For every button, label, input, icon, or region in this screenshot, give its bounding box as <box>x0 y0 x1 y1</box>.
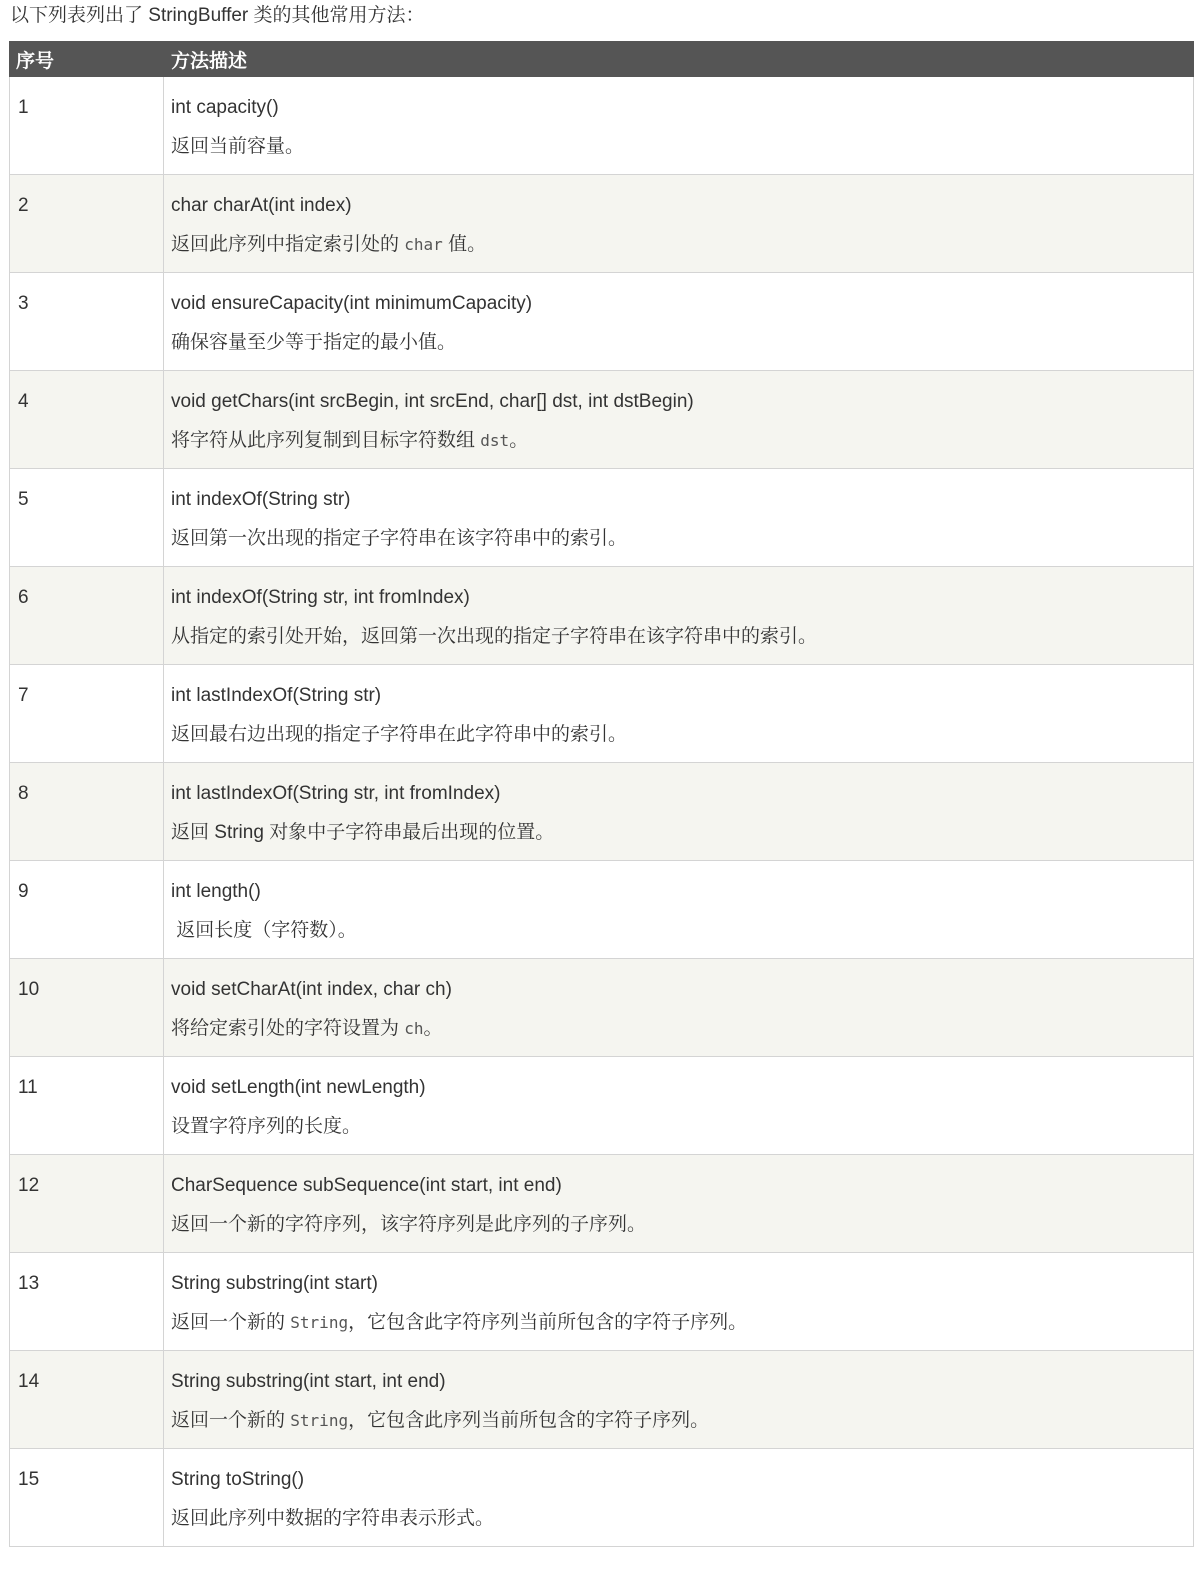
method-description <box>171 1506 1193 1532</box>
row-description <box>164 567 1194 665</box>
row-description <box>164 175 1194 273</box>
row-number: 6 <box>10 567 164 665</box>
method-description <box>171 1310 1193 1336</box>
method-description-text: 确保容量至少等于指定的最小值。 <box>171 332 457 353</box>
method-description <box>171 722 1193 748</box>
method-description-text: 返回一个新的 <box>171 1410 291 1431</box>
method-description <box>171 1212 1193 1238</box>
method-description <box>171 624 1193 650</box>
table-header <box>10 42 1194 77</box>
table-row <box>10 469 1194 567</box>
methods-table <box>9 41 1194 1547</box>
table-row <box>10 1449 1194 1547</box>
header-description: 方法描述 <box>164 42 1194 77</box>
row-description <box>164 371 1194 469</box>
method-signature: String toString() <box>171 1469 305 1490</box>
row-description <box>164 763 1194 861</box>
row-description <box>164 1057 1194 1155</box>
method-description-text: 返回一个新的字符序列，该字符序列是此序列的子序列。 <box>171 1214 647 1235</box>
row-number: 11 <box>10 1057 164 1155</box>
method-description-suffix: 值。 <box>442 234 487 255</box>
row-number: 9 <box>10 861 164 959</box>
method-signature: int capacity() <box>171 97 279 118</box>
table-row <box>10 763 1194 861</box>
method-description <box>171 1408 1193 1434</box>
row-number: 15 <box>10 1449 164 1547</box>
inline-code: String <box>290 1411 349 1430</box>
method-signature: int lastIndexOf(String str) <box>171 685 382 706</box>
method-description <box>171 526 1193 552</box>
method-description-suffix: 。 <box>509 430 529 451</box>
intro-text: 以下列表列出了 StringBuffer 类的其他常用方法： <box>10 5 425 26</box>
method-signature: int lastIndexOf(String str, int fromIndex) <box>171 783 501 804</box>
header-number: 序号 <box>10 42 164 77</box>
table-row <box>10 1253 1194 1351</box>
method-description <box>171 232 1193 258</box>
inline-code: char <box>404 235 443 254</box>
method-signature: int indexOf(String str, int fromIndex) <box>171 587 470 608</box>
method-signature: void getChars(int srcBegin, int srcEnd, char[] dst, int dstBegin) <box>171 391 694 412</box>
row-description <box>164 1351 1194 1449</box>
method-description-text: 返回长度（字符数）。 <box>171 920 357 941</box>
method-description <box>171 918 1193 944</box>
method-description-text: 返回最右边出现的指定子字符串在此字符串中的索引。 <box>171 724 628 745</box>
method-description-suffix: ，它包含此字符序列当前所包含的字符子序列。 <box>348 1312 748 1333</box>
row-number: 7 <box>10 665 164 763</box>
table-row <box>10 861 1194 959</box>
method-description-text: 返回此序列中指定索引处的 <box>171 234 405 255</box>
row-description <box>164 1155 1194 1253</box>
row-description <box>164 861 1194 959</box>
method-signature: void setLength(int newLength) <box>171 1077 426 1098</box>
row-description <box>164 1449 1194 1547</box>
row-description <box>164 77 1194 175</box>
method-description-text: 将给定索引处的字符设置为 <box>171 1018 405 1039</box>
method-signature: char charAt(int index) <box>171 195 352 216</box>
row-number: 5 <box>10 469 164 567</box>
method-description <box>171 330 1193 356</box>
table-row <box>10 77 1194 175</box>
row-number: 12 <box>10 1155 164 1253</box>
table-row <box>10 371 1194 469</box>
method-signature: String substring(int start, int end) <box>171 1371 446 1392</box>
row-description <box>164 959 1194 1057</box>
table-header-row <box>10 42 1194 77</box>
row-number: 1 <box>10 77 164 175</box>
method-description-text: 将字符从此序列复制到目标字符数组 <box>171 430 481 451</box>
method-description-text: 设置字符序列的长度。 <box>171 1116 362 1137</box>
method-description-text: 返回一个新的 <box>171 1312 291 1333</box>
table-row <box>10 1155 1194 1253</box>
table-row <box>10 567 1194 665</box>
method-signature: void setCharAt(int index, char ch) <box>171 979 452 1000</box>
method-signature: CharSequence subSequence(int start, int end) <box>171 1175 562 1196</box>
table-body <box>10 77 1194 1547</box>
row-number: 4 <box>10 371 164 469</box>
method-description-text: 返回当前容量。 <box>171 136 305 157</box>
row-number: 13 <box>10 1253 164 1351</box>
table-row <box>10 665 1194 763</box>
method-signature: int length() <box>171 881 261 902</box>
row-number: 10 <box>10 959 164 1057</box>
row-description <box>164 665 1194 763</box>
table-row <box>10 175 1194 273</box>
row-description <box>164 1253 1194 1351</box>
inline-code: ch <box>404 1019 424 1038</box>
method-description <box>171 1114 1193 1140</box>
method-description-text: 从指定的索引处开始，返回第一次出现的指定子字符串在该字符串中的索引。 <box>171 626 818 647</box>
method-description-text: 返回 String 对象中子字符串最后出现的位置。 <box>171 822 555 843</box>
row-number: 14 <box>10 1351 164 1449</box>
row-description <box>164 469 1194 567</box>
table-row <box>10 1351 1194 1449</box>
table-row <box>10 959 1194 1057</box>
row-number: 3 <box>10 273 164 371</box>
method-description-suffix: 。 <box>423 1018 443 1039</box>
method-signature: void ensureCapacity(int minimumCapacity) <box>171 293 533 314</box>
method-description <box>171 428 1193 454</box>
method-description-suffix: ，它包含此序列当前所包含的字符子序列。 <box>348 1410 710 1431</box>
row-description <box>164 273 1194 371</box>
method-description-text: 返回第一次出现的指定子字符串在该字符串中的索引。 <box>171 528 628 549</box>
method-description-text: 返回此序列中数据的字符串表示形式。 <box>171 1508 495 1529</box>
method-description <box>171 820 1193 846</box>
method-description <box>171 134 1193 160</box>
method-signature: String substring(int start) <box>171 1273 378 1294</box>
inline-code: dst <box>480 431 510 450</box>
table-row <box>10 1057 1194 1155</box>
method-signature: int indexOf(String str) <box>171 489 351 510</box>
table-row <box>10 273 1194 371</box>
method-description <box>171 1016 1193 1042</box>
row-number: 8 <box>10 763 164 861</box>
inline-code: String <box>290 1313 349 1332</box>
row-number: 2 <box>10 175 164 273</box>
